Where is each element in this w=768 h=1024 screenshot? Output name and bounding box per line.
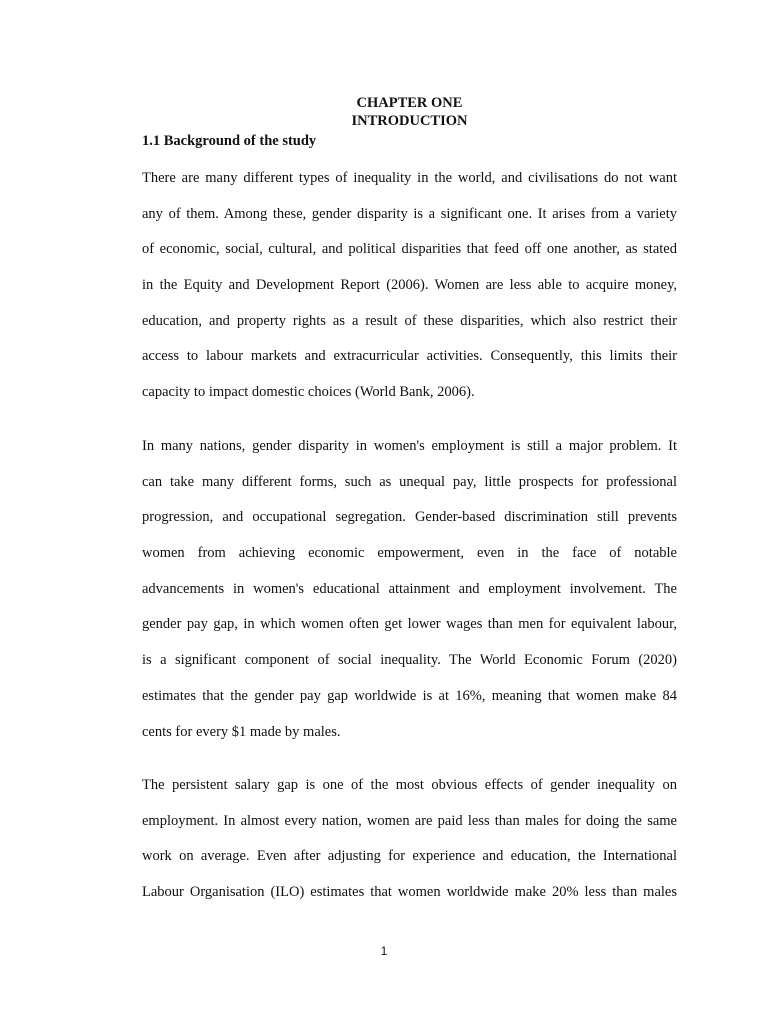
section-heading: 1.1 Background of the study: [142, 133, 317, 149]
paragraph-line: in the Equity and Development Report (2006). Women are less able to acquire money,: [142, 277, 677, 294]
paragraph-3: [142, 776, 677, 919]
paragraph-line: women from achieving economic empowerment, even in the face of notable: [142, 545, 677, 562]
paragraph-line: gender pay gap, in which women often get lower wages than men for equivalent labour,: [142, 616, 677, 633]
paragraph-line: In many nations, gender disparity in women's employment is still a major problem. It: [142, 438, 677, 454]
paragraph-line: work on average. Even after adjusting for experience and education, the International: [142, 848, 677, 865]
paragraph-line: capacity to impact domestic choices (World Bank, 2006).: [142, 384, 475, 401]
paragraph-line: of economic, social, cultural, and political disparities that feed off one another, as stated: [142, 241, 677, 258]
paragraph-line: cents for every $1 made by males.: [142, 723, 341, 740]
paragraph-line: Labour Organisation (ILO) estimates that women worldwide make 20% less than males: [142, 884, 677, 901]
paragraph-line: employment. In almost every nation, women are paid less than males for doing the same: [142, 812, 677, 829]
paragraph-line: access to labour markets and extracurricular activities. Consequently, this limits their: [142, 348, 677, 365]
paragraph-line: any of them. Among these, gender disparity is a significant one. It arises from a variety: [142, 205, 677, 222]
paragraph-1: [142, 169, 677, 419]
paragraph-2: [142, 437, 677, 758]
paragraph-line: advancements in women's educational attainment and employment involvement. The: [142, 580, 677, 597]
paragraph-line: There are many different types of inequality in the world, and civilisations do not want: [142, 170, 677, 186]
paragraph-line: education, and property rights as a result of these disparities, which also restrict their: [142, 312, 677, 329]
paragraph-line: progression, and occupational segregation. Gender-based discrimination still prevents: [142, 509, 677, 526]
paragraph-line: estimates that the gender pay gap worldwide is at 16%, meaning that women make 84: [142, 687, 677, 704]
paragraph-line: is a significant component of social inequality. The World Economic Forum (2020): [142, 652, 677, 669]
page-number: 1: [380, 944, 388, 958]
paragraph-line: can take many different forms, such as unequal pay, little prospects for professional: [142, 473, 677, 490]
chapter-number-heading: CHAPTER ONE: [356, 95, 463, 111]
paragraph-line: The persistent salary gap is one of the most obvious effects of gender inequality on: [142, 777, 677, 793]
chapter-title-heading: INTRODUCTION: [351, 113, 468, 129]
